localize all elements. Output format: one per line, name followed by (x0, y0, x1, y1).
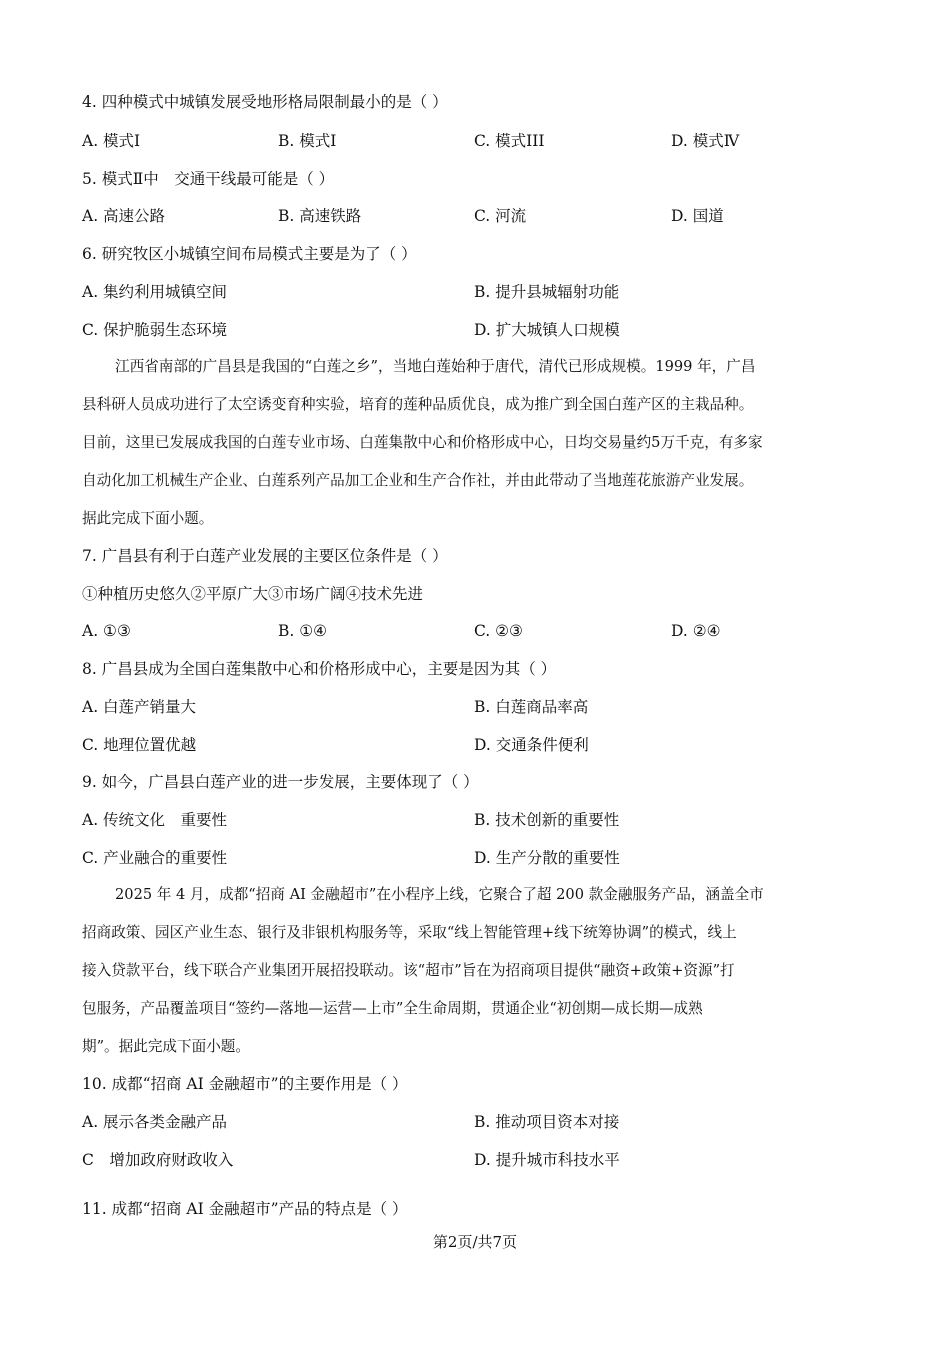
q9-option-a: A. 传统文化 重要性 (82, 811, 228, 829)
q8-option-d: D. 交通条件便利 (474, 736, 589, 754)
passage2-line-5: 期”。据此完成下面小题。 (82, 1038, 250, 1055)
question-10-stem: 10. 成都“招商 AI 金融超市”的主要作用是（ ） (82, 1075, 408, 1093)
question-11-stem: 11. 成都“招商 AI 金融超市”产品的特点是（ ） (82, 1200, 408, 1218)
q6-option-b: B. 提升县城辐射功能 (474, 283, 620, 301)
q10-option-a: A. 展示各类金融产品 (82, 1113, 228, 1131)
question-8-stem: 8. 广昌县成为全国白莲集散中心和价格形成中心，主要是因为其（ ） (82, 660, 557, 678)
q6-option-d: D. 扩大城镇人口规模 (474, 321, 620, 339)
question-5-stem: 5. 模式Ⅱ中 交通干线最可能是（ ） (82, 170, 335, 188)
q9-option-c: C. 产业融合的重要性 (82, 849, 228, 867)
q5-option-d: D. 国道 (671, 207, 724, 225)
q4-option-a: A. 模式Ⅰ (82, 132, 141, 150)
q8-option-c: C. 地理位置优越 (82, 736, 197, 754)
q7-option-c: C. ②③ (474, 622, 523, 640)
question-7-stem: 7. 广昌县有利于白莲产业发展的主要区位条件是（ ） (82, 547, 448, 565)
question-4-stem: 4. 四种模式中城镇发展受地形格局限制最小的是（ ） (82, 93, 448, 111)
passage1-line-4: 自动化加工机械生产企业、白莲系列产品加工企业和生产合作社，并由此带动了当地莲花旅游产业发展。 (82, 472, 754, 489)
q5-option-c: C. 河流 (474, 207, 527, 225)
q8-option-a: A. 白莲产销量大 (82, 698, 197, 716)
q7-option-d: D. ②④ (671, 622, 721, 640)
q9-option-d: D. 生产分散的重要性 (474, 849, 620, 867)
q7-option-b: B. ①④ (278, 622, 328, 640)
passage1-line-5: 据此完成下面小题。 (82, 510, 214, 527)
question-7-statements: ①种植历史悠久②平原广大③市场广阔④技术先进 (82, 585, 424, 603)
q5-option-a: A. 高速公路 (82, 207, 166, 225)
passage2-line-1: 2025 年 4 月，成都“招商 AI 金融超市”在小程序上线，它聚合了超 200 款金融服务产品，涵盖全市 (115, 886, 764, 903)
q8-option-b: B. 白莲商品率高 (474, 698, 589, 716)
q10-option-b: B. 推动项目资本对接 (474, 1113, 620, 1131)
q10-option-d: D. 提升城市科技水平 (474, 1151, 620, 1169)
q9-option-b: B. 技术创新的重要性 (474, 811, 620, 829)
page-number: 第2页/共7页 (432, 1233, 518, 1251)
passage1-line-2: 县科研人员成功进行了太空诱变育种实验，培育的莲种品质优良，成为推广到全国白莲产区的主栽品种。 (82, 396, 754, 413)
question-9-stem: 9. 如今，广昌县白莲产业的进一步发展，主要体现了（ ） (82, 773, 479, 791)
passage2-line-4: 包服务，产品覆盖项目“签约—落地—运营—上市”全生命周期，贯通企业“初创期—成长期—成熟 (82, 1000, 703, 1017)
passage1-line-3: 目前，这里已发展成我国的白莲专业市场、白莲集散中心和价格形成中心，日均交易量约5万千克，有多家 (82, 434, 763, 451)
passage2-line-3: 接入贷款平台，线下联合产业集团开展招投联动。该“超市”旨在为招商项目提供“融资+政策+资源”打 (82, 962, 735, 979)
q4-option-d: D. 模式Ⅳ (671, 132, 740, 150)
passage2-line-2: 招商政策、园区产业生态、银行及非银机构服务等，采取“线上智能管理+线下统筹协调”的模式，线上 (82, 924, 737, 941)
q4-option-c: C. 模式III (474, 132, 545, 150)
q4-option-b: B. 模式Ⅰ (278, 132, 337, 150)
q7-option-a: A. ①③ (82, 622, 131, 640)
q10-option-c: C 增加政府财政收入 (82, 1151, 234, 1169)
q5-option-b: B. 高速铁路 (278, 207, 362, 225)
q6-option-a: A. 集约利用城镇空间 (82, 283, 228, 301)
passage1-line-1: 江西省南部的广昌县是我国的“白莲之乡”，当地白莲始种于唐代，清代已形成规模。1999 年，广昌 (115, 358, 756, 375)
question-6-stem: 6. 研究牧区小城镇空间布局模式主要是为了（ ） (82, 245, 417, 263)
q6-option-c: C. 保护脆弱生态环境 (82, 321, 228, 339)
